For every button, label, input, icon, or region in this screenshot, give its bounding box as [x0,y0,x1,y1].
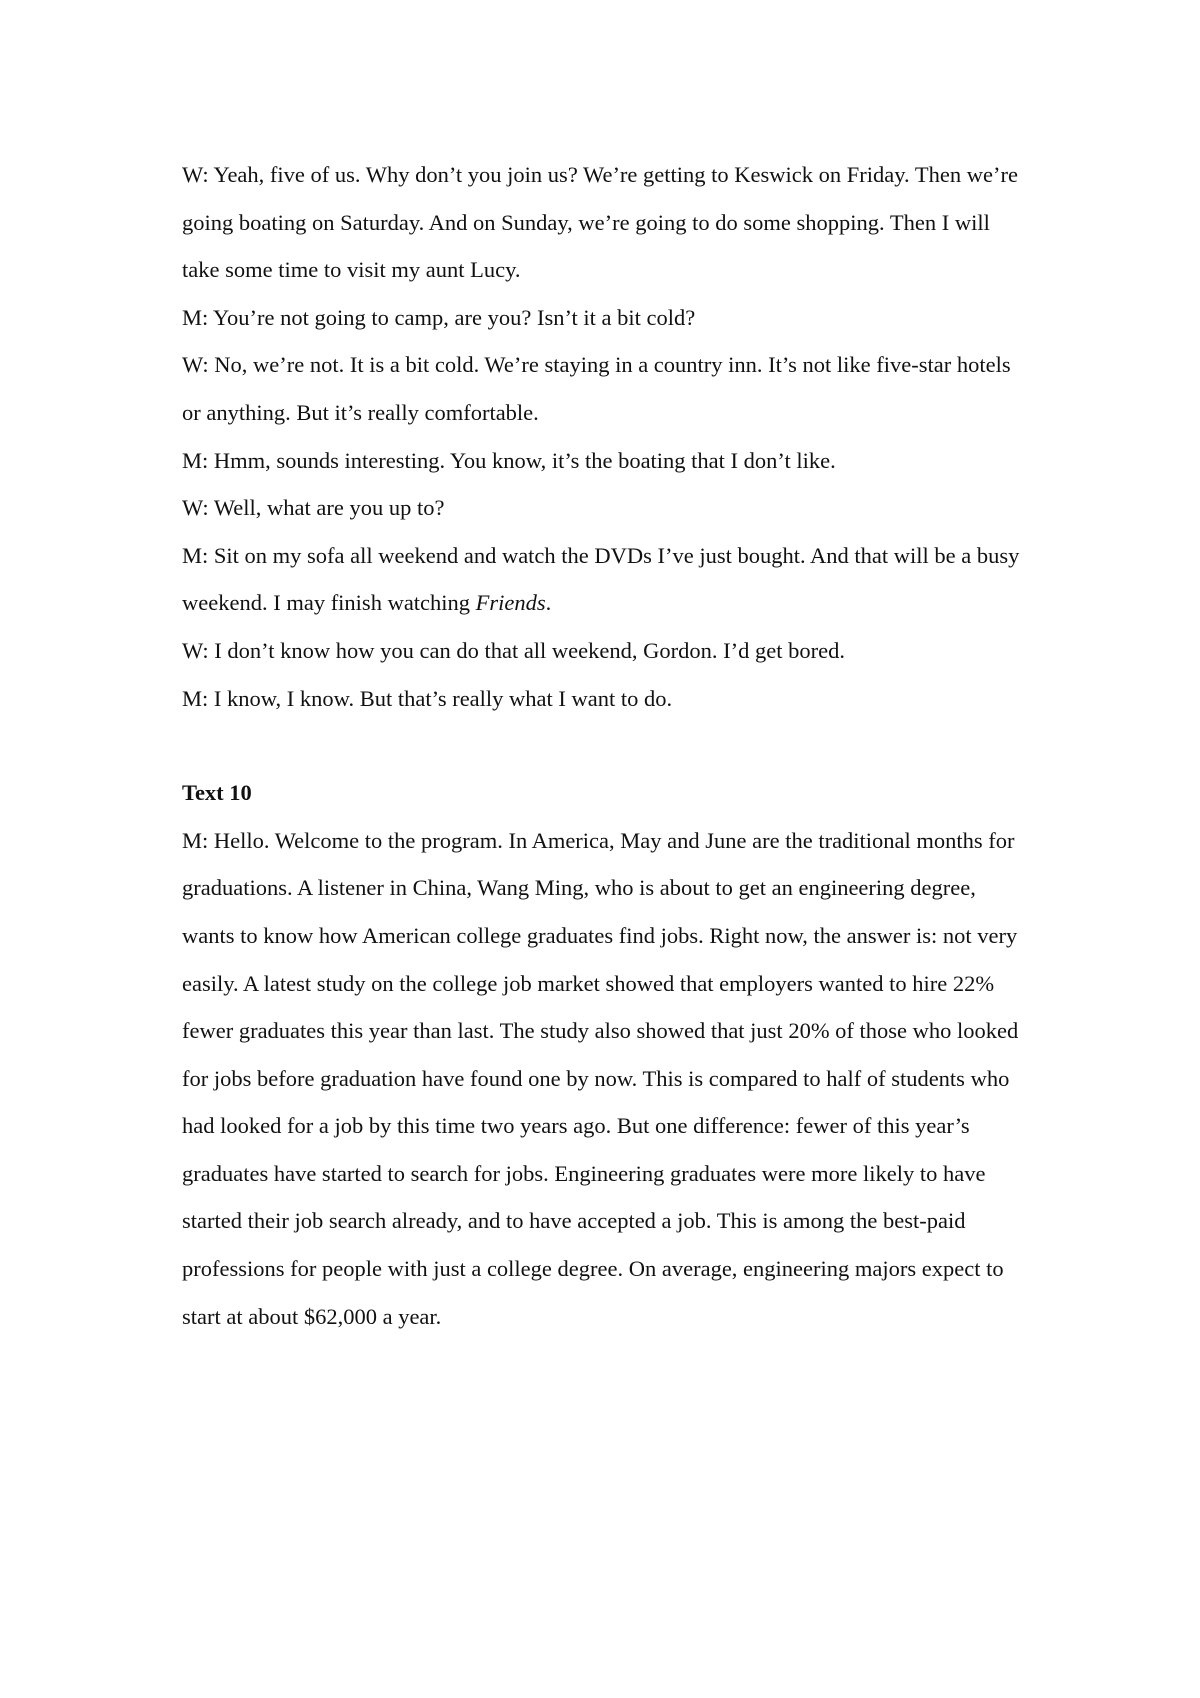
dialogue-line-2: M: You’re not going to camp, are you? Isn’t it a bit cold? [182,304,696,330]
dvd-line-end: . [545,590,552,616]
dialogue-line-5: W: Well, what are you up to? [182,495,445,521]
dialogue-line-6 [182,532,1032,627]
dialogue-line-7: W: I don’t know how you can do that all weekend, Gordon. I’d get bored. [182,637,845,663]
document-content [182,151,1032,1340]
section-spacer [182,722,1032,769]
dialogue-line-8: M: I know, I know. But that’s really what I want to do. [182,685,673,711]
dvd-line-text: M: Sit on my sofa all weekend and watch the DVDs I’ve just bought. And that will be a busy weekend. I may finish watching [182,542,1020,616]
show-title: Friends [475,590,546,616]
section-body: M: Hello. Welcome to the program. In America, May and June are the traditional months for graduations. A listener in China, Wang Ming, who is about to get an engineering degree, wants to know how American college graduates find jobs. Right now, the answer is: not very easily. A latest study on the college job market showed that employers wanted to hire 22% fewer graduates this year than last. The study also showed that just 20% of those who looked for jobs before graduation have found one by now. This is compared to half of students who had looked for a job by this time two years ago. But one difference: fewer of this year’s graduates have started to search for jobs. Engineering graduates were more likely to have started their job search already, and to have accepted a job. This is among the best-paid professions for people with just a college degree. On average, engineering majors expect to start at about $62,000 a year. [182,827,1019,1329]
dialogue-line-3: W: No, we’re not. It is a bit cold. We’re staying in a country inn. It’s not like five-star hotels or anything. But it’s really comfortable. [182,352,1011,425]
section-heading: Text 10 [182,780,252,806]
dialogue-line-4: M: Hmm, sounds interesting. You know, it’s the boating that I don’t like. [182,447,836,473]
dialogue-line-1: W: Yeah, five of us. Why don’t you join us? We’re getting to Keswick on Friday. Then we’re going boating on Saturday. And on Sunday, we’re going to do some shopping. Then I will take some time to visit my aunt Lucy. [182,162,1018,283]
